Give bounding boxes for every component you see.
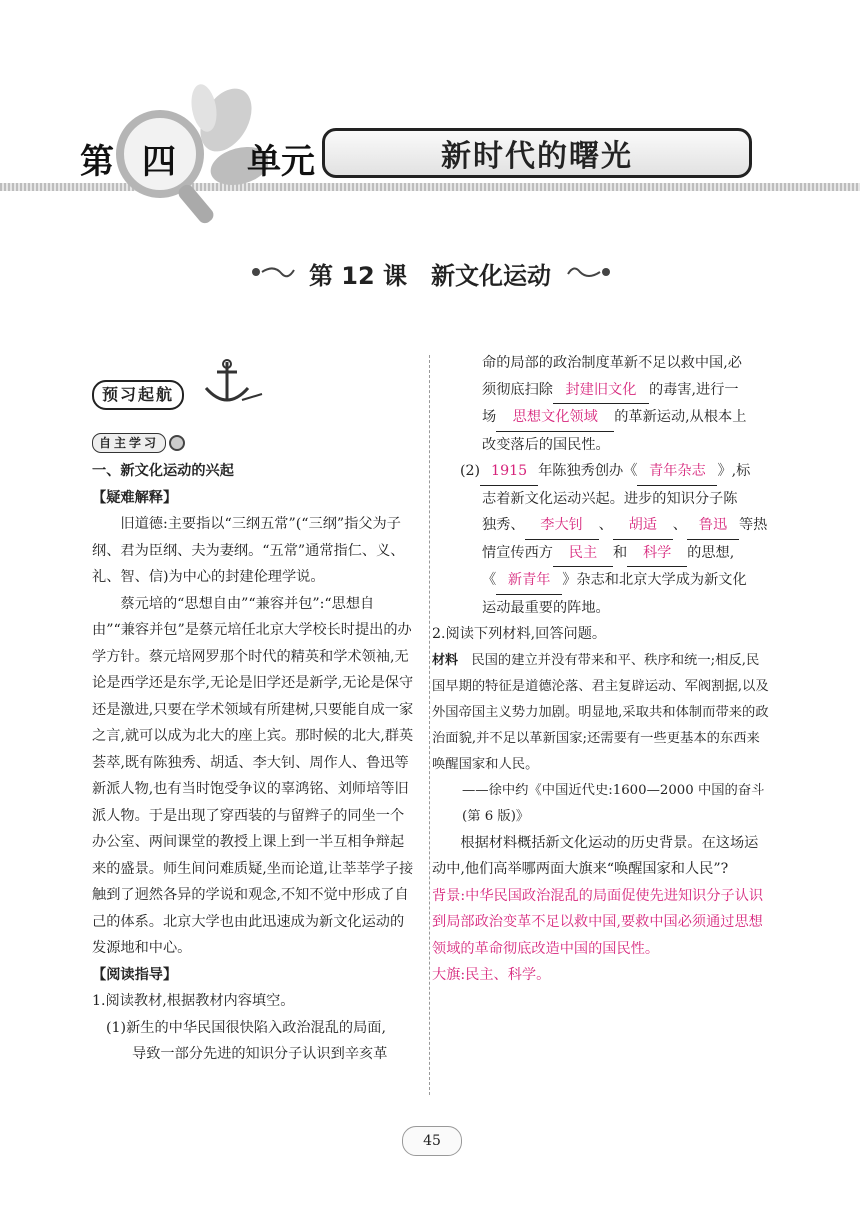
unit-number: 四 (142, 142, 176, 182)
fill-line-4: 改变落后的国民性。 (482, 436, 610, 453)
answer-3: 1915 (480, 458, 538, 486)
text: (2) (460, 463, 481, 479)
unit-prefix: 第 (80, 142, 114, 182)
fill-line-6: 志着新文化运动兴起。进步的知识分子陈 (482, 490, 738, 507)
fill-line-8 (482, 540, 772, 568)
text: 》杂志和北京大学成为新文化 (562, 572, 747, 588)
question-1-1a: (1)新生的中华民国很快陷入政治混乱的局面, (106, 1019, 386, 1036)
text: 场 (482, 409, 497, 425)
question-2-prompt: 根据材料概括新文化运动的历史背景。在这场运动中,他们高举哪两面大旗来“唤醒国家和人民”? (432, 834, 759, 877)
question-2: 2.阅读下列材料,回答问题。 (432, 626, 607, 642)
tag-difficult: 【疑难解释】 (92, 489, 178, 506)
study-badge: 自主学习 (92, 433, 166, 453)
heading-1: 一、新文化运动的兴起 (92, 463, 234, 479)
text: 的思想, (687, 544, 735, 561)
fill-line-3 (482, 404, 772, 432)
section-logo-label: 预习起航 (92, 380, 184, 410)
text: 年陈独秀创办《 (538, 463, 638, 479)
paragraph-old-morals: 旧道德:主要指以“三纲五常”(“三纲”指父为子纲、君为臣纲、夫为妻纲。“五常”通常指仁、义、礼、智、信)为中心的封建伦理学说。 (92, 516, 405, 585)
column-divider (429, 355, 430, 1095)
unit-title: 新时代的曙光 (322, 128, 752, 178)
material-source: ——徐中约《中国近代史:1600—2000 中国的奋斗(第 6 版)》 (462, 782, 765, 824)
section-logo (92, 356, 267, 416)
fill-line-1: 命的局部的政治制度革新不足以救中国,必 (482, 355, 742, 371)
text: 》,标 (717, 463, 751, 479)
page-number: 45 (402, 1126, 462, 1156)
magnifier-leaf-icon (108, 78, 268, 228)
answer-8: 民主 (553, 540, 613, 568)
search-icon (169, 435, 185, 451)
answer-background: 背景:中华民国政治混乱的局面促使先进知识分子认识到局部政治变革不足以救中国,要救中国必须通过思想领域的革命彻底改造中国的国民性。 (432, 887, 764, 957)
text: 、 (598, 517, 613, 533)
text: 、 (672, 517, 687, 533)
answer-banners: 大旗:民主、科学。 (432, 967, 551, 983)
text: 和 (612, 544, 628, 561)
text: 的毒害,进行一 (648, 381, 739, 398)
text: 独秀、 (482, 517, 525, 533)
lesson-title: 第 12 课 新文化运动 (308, 262, 552, 290)
text: 须彻底扫除 (482, 381, 553, 398)
fill-line-7 (482, 512, 772, 540)
badge-wrap (92, 432, 185, 453)
material-label: 材料 (432, 652, 459, 668)
question-1-1b: 导致一部分先进的知识分子认识到辛亥革 (132, 1046, 388, 1062)
answer-1: 封建旧文化 (553, 377, 649, 405)
answer-9: 科学 (627, 540, 687, 568)
answer-5: 李大钊 (525, 512, 599, 540)
fill-line-10: 运动最重要的阵地。 (482, 599, 610, 616)
material-body: 民国的建立并没有带来和平、秩序和统一;相反,民国早期的特征是道德沦落、君主复辟运动、军阀割据,以及外国帝国主义势力加剧。明显地,采取共和体制而带来的政治面貌,并不足以革新国家;还需要有一些更基本的东西来唤醒国家和人民。 (432, 652, 769, 772)
material-text (432, 648, 772, 778)
answer-6: 胡适 (613, 512, 673, 540)
left-column (92, 458, 414, 1068)
question-1: 1.阅读教材,根据教材内容填空。 (92, 993, 295, 1009)
fill-line-9 (482, 567, 772, 595)
text: 《 (482, 572, 497, 588)
unit-suffix: 单元 (247, 142, 315, 182)
text: 的革新运动,从根本上 (614, 409, 747, 425)
answer-10: 新青年 (496, 567, 562, 595)
text: 情宣传西方 (482, 544, 553, 561)
tag-reading-guide: 【阅读指导】 (92, 966, 178, 983)
answer-4: 青年杂志 (637, 458, 717, 486)
answer-7: 鲁迅 (687, 512, 739, 540)
fill-line-2 (482, 377, 772, 405)
answer-2: 思想文化领域 (496, 404, 614, 432)
text: 等热 (738, 517, 768, 533)
fill-line-5 (446, 458, 772, 486)
right-column (432, 350, 772, 989)
paragraph-cai-yuanpei: 蔡元培的“思想自由”“兼容并包”:“思想自由”“兼容并包”是蔡元培任北京大学校长时提出的办学方针。蔡元培网罗那个时代的精英和学术领袖,无论是西学还是东学,无论是旧学还是新学,无论是保守还是激进,只要在学术领域有所建树,只要能自成一家之言,就可以成为北大的座上宾。那时候的北大,群英荟萃,既有陈独秀、胡适、李大钊、周作人、鲁迅等新派人物,也有当时饱受争议的辜鸿铭、刘师培等旧派人物。于是出现了穿西装的与留辫子的同坐一个办公室、两间课堂的教授上课上到一半互相争辩起来的盛景。师生间问难质疑,坐而论道,让莘莘学子接触到了迥然各异的学说和观念,不知不觉中形成了自己的体系。北京大学也由此迅速成为新文化运动的发源地和中心。 (92, 595, 414, 956)
